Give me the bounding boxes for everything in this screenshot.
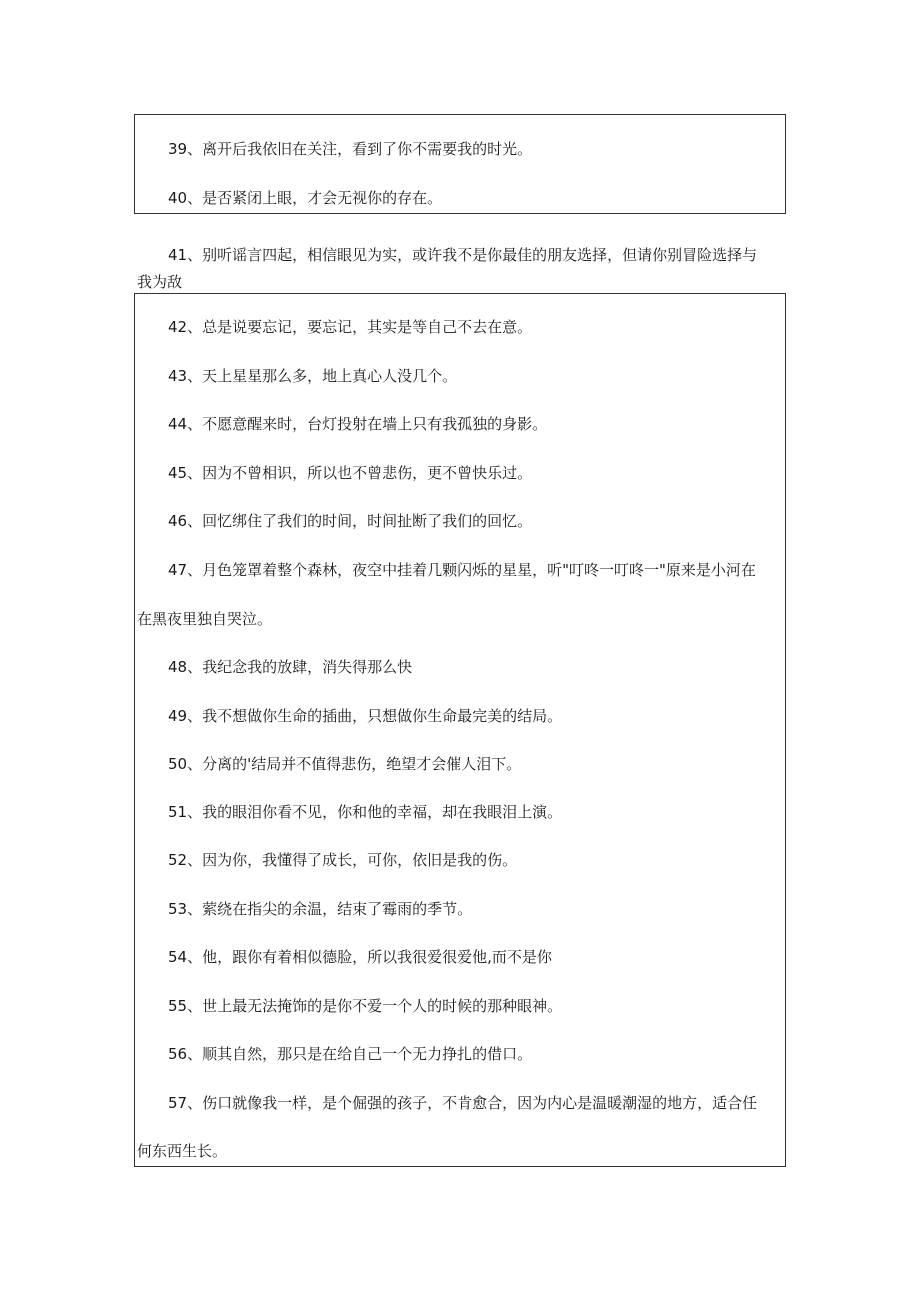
quote-item-44: 44、不愿意醒来时，台灯投射在墙上只有我孤独的身影。 xyxy=(168,415,548,433)
quote-item-41-line2: 我为敌 xyxy=(137,273,183,291)
quote-item-47-line1: 47、月色笼罩着整个森林，夜空中挂着几颗闪烁的星星，听"叮咚一叮咚一"原来是小河在 xyxy=(168,561,756,579)
quote-item-40: 40、是否紧闭上眼，才会无视你的存在。 xyxy=(168,189,443,207)
quote-item-46: 46、回忆绑住了我们的时间，时间扯断了我们的回忆。 xyxy=(168,512,533,530)
quote-item-45: 45、因为不曾相识，所以也不曾悲伤，更不曾快乐过。 xyxy=(168,464,533,482)
quote-item-39: 39、离开后我依旧在关注，看到了你不需要我的时光。 xyxy=(168,140,533,158)
quote-item-47-line2: 在黑夜里独自哭泣。 xyxy=(137,610,273,628)
quote-item-42: 42、总是说要忘记，要忘记，其实是等自己不去在意。 xyxy=(168,318,533,336)
quote-item-52: 52、因为你，我懂得了成长，可你，依旧是我的伤。 xyxy=(168,851,518,869)
quote-item-54: 54、他，跟你有着相似德脸，所以我很爱很爱他,而不是你 xyxy=(168,948,552,966)
quote-item-57-line1: 57、伤口就像我一样，是个倔强的孩子，不肯愈合，因为内心是温暖潮湿的地方，适合任 xyxy=(168,1094,758,1112)
quote-item-56: 56、顺其自然，那只是在给自己一个无力挣扎的借口。 xyxy=(168,1045,533,1063)
quote-item-41-line1: 41、别听谣言四起，相信眼见为实，或许我不是你最佳的朋友选择，但请你别冒险选择与 xyxy=(168,246,758,264)
quote-item-43: 43、天上星星那么多，地上真心人没几个。 xyxy=(168,367,458,385)
quote-item-55: 55、世上最无法掩饰的是你不爱一个人的时候的那种眼神。 xyxy=(168,997,563,1015)
quote-item-50: 50、分离的'结局并不值得悲伤，绝望才会催人泪下。 xyxy=(168,755,522,773)
quote-item-57-line2: 何东西生长。 xyxy=(137,1142,228,1160)
quote-item-53: 53、萦绕在指尖的余温，结束了霉雨的季节。 xyxy=(168,900,473,918)
quote-item-51: 51、我的眼泪你看不见，你和他的幸福，却在我眼泪上演。 xyxy=(168,803,563,821)
quote-item-49: 49、我不想做你生命的插曲，只想做你生命最完美的结局。 xyxy=(168,707,563,725)
quote-item-48: 48、我纪念我的放肆，消失得那么快 xyxy=(168,658,413,676)
